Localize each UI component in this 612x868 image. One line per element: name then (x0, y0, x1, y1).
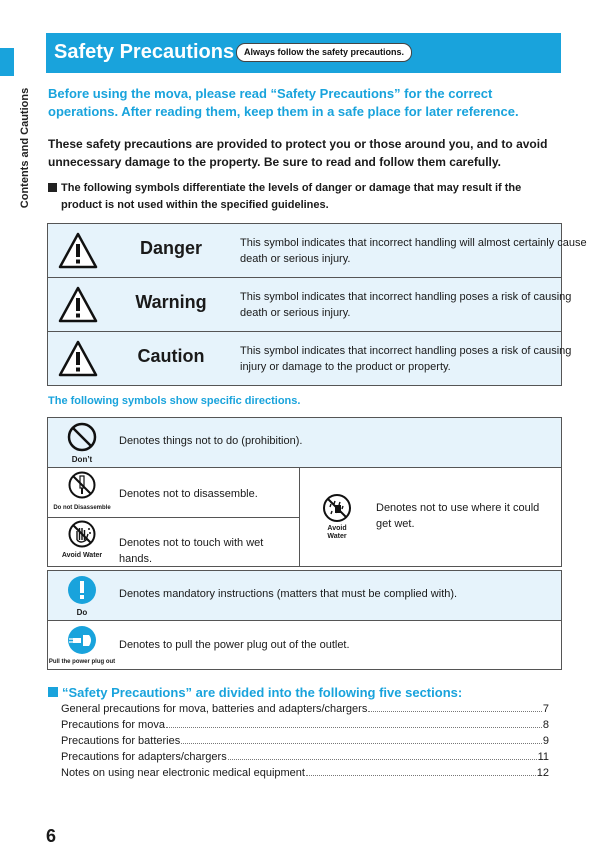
no-wet-hands-icon (68, 520, 96, 548)
level-description: This symbol indicates that incorrect handling poses a risk of causing death or serious injury. (240, 291, 572, 319)
level-row-danger (48, 224, 587, 278)
toc-entry-label: Precautions for mova (61, 719, 165, 731)
level-description: This symbol indicates that incorrect handling will almost certainly cause death or serious injury. (240, 237, 587, 265)
level-row-caution (48, 332, 572, 385)
disassemble-row (48, 467, 299, 517)
dont-caption: Don’t (71, 455, 93, 464)
intro-text: Before using the mova, please read “Safety Precautions” for the correct operations. After reading them, keep them in a safe place for later reference. (48, 86, 519, 119)
symbol-levels-note-text: The following symbols differentiate the levels of danger or damage that may result if the product is not used within the specified guidelines. (61, 182, 522, 211)
wet-hands-caption: Avoid Water (61, 552, 103, 559)
warning-triangle-icon (58, 340, 98, 377)
toc-entry-page: 12 (536, 767, 549, 779)
toc-leader-dots (181, 743, 542, 744)
toc-entry-label: Precautions for adapters/chargers (61, 751, 227, 763)
symbol-levels-note (48, 180, 560, 214)
toc-entry-page: 11 (537, 751, 549, 763)
purpose-paragraph: These safety precautions are provided to protect you or those around you, and to avoid unnecessary damage to the property. Be sure to read and follow them carefully. (48, 137, 548, 169)
toc-entry-label: Precautions for batteries (61, 735, 181, 747)
chapter-side-label-text: Contents and Cautions (19, 87, 31, 209)
avoid-water-caption-line1: Avoid (327, 525, 347, 532)
level-name: Warning (135, 292, 207, 312)
prohibition-symbols-box (47, 417, 562, 567)
avoid-water-cell (300, 467, 561, 566)
do-text: Denotes mandatory instructions (matters that must be complied with). (119, 588, 458, 600)
warning-triangle-icon (58, 232, 98, 269)
no-disassemble-icon (68, 471, 96, 499)
directions-heading: The following symbols show specific directions. (48, 395, 301, 407)
pull-plug-caption: Pull the power plug out (48, 659, 116, 665)
toc-entry[interactable] (61, 719, 549, 735)
page-number: 6 (46, 826, 57, 846)
level-name: Caution (137, 346, 205, 366)
level-description: This symbol indicates that incorrect handling poses a risk of causing injury or damage to the product or property. (240, 345, 572, 373)
toc-entry-page: 8 (542, 719, 549, 731)
dont-text: Denotes things not to do (prohibition). (119, 435, 303, 447)
prohibition-sub-grid (48, 467, 561, 566)
warning-triangle-icon (58, 286, 98, 323)
toc-entry-label: Notes on using near electronic medical equipment (61, 767, 305, 779)
toc-leader-dots (166, 727, 542, 728)
do-row (48, 571, 561, 621)
toc-entry-label: General precautions for mova, batteries and adapters/chargers (61, 703, 368, 715)
toc-entry-page: 9 (542, 735, 549, 747)
avoid-water-icon (322, 493, 352, 523)
mandatory-symbols-box (47, 570, 562, 670)
toc-entry[interactable] (61, 703, 549, 719)
toc-leader-dots (368, 711, 542, 712)
toc-leader-dots (228, 759, 537, 760)
do-caption: Do (76, 608, 88, 617)
level-name: Danger (139, 238, 202, 258)
wet-hands-row (48, 518, 299, 566)
danger-level-table (47, 223, 587, 386)
mandatory-exclamation-icon (67, 575, 97, 605)
toc-entry[interactable] (61, 767, 549, 783)
title-pill-badge: Always follow the safety precautions. (236, 43, 412, 62)
pull-plug-icon (67, 625, 97, 655)
heading-square-icon (48, 687, 58, 697)
toc-leader-dots (306, 775, 536, 776)
avoid-water-text: Denotes not to use where it could get wet. (376, 502, 540, 530)
wet-hands-text: Denotes not to touch with wet hands. (119, 537, 264, 565)
sections-heading-text: “Safety Precautions” are divided into the following five sections: (62, 685, 463, 700)
pull-plug-text: Denotes to pull the power plug out of the outlet. (119, 639, 350, 651)
title-bar (46, 33, 561, 73)
dont-row (48, 418, 561, 468)
toc-entry-page: 7 (542, 703, 549, 715)
chapter-side-label (18, 78, 32, 218)
chapter-tab-marker (0, 48, 14, 76)
prohibition-icon (67, 422, 97, 452)
avoid-water-caption-line2: Water (327, 533, 347, 540)
disassemble-text: Denotes not to disassemble. (119, 488, 258, 500)
section-toc (61, 703, 549, 783)
sections-heading (48, 685, 462, 700)
level-row-warning (48, 278, 572, 332)
toc-entry[interactable] (61, 751, 549, 767)
disassemble-caption: Do not Disassemble (53, 505, 111, 511)
page-title: Safety Precautions (54, 41, 235, 63)
bullet-square-icon (48, 183, 57, 192)
pull-plug-row (48, 621, 561, 669)
toc-entry[interactable] (61, 735, 549, 751)
